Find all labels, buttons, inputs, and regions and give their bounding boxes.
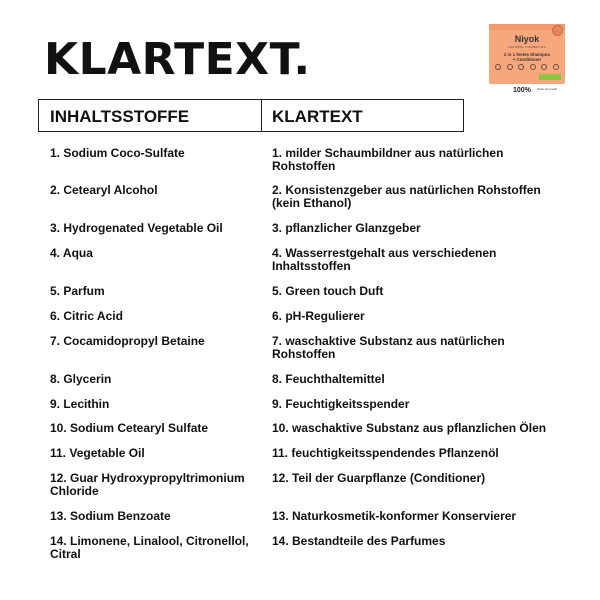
table-row [50,535,570,561]
table-header [38,99,464,132]
feature-icon [541,64,547,70]
product-feature-icons [495,64,559,72]
table-row [50,335,570,361]
explanation-cell: 10. waschaktive Substanz aus pflanzlichen Ölen [272,421,547,435]
explanation-cell: 7. waschaktive Substanz aus natürlichen Rohstoffen [272,334,505,361]
table-row [50,247,570,273]
explanation-cell: 5. Green touch Duft [272,284,384,298]
header-ingredients: INHALTSSTOFFE [39,100,262,131]
feature-icon [507,64,513,70]
explanation-cell: 2. Konsistenzgeber aus natürlichen Rohstoffen (kein Ethanol) [272,183,541,210]
natural-percent: 100% [513,87,531,94]
ingredient-cell: 14. Limonene, Linalool, Citronellol, Citral [50,534,249,561]
table-row [50,373,570,386]
page-title: KLARTEXT. [44,34,311,85]
ingredient-cell: 4. Aqua [50,246,93,260]
explanation-cell: 14. Bestandteile des Parfumes [272,534,446,548]
table-row [50,398,570,411]
product-image [487,24,567,98]
product-brand: Niyok [514,34,540,44]
explanation-cell: 9. Feuchtigkeitsspender [272,397,410,411]
table-row [50,310,570,323]
table-row [50,447,570,460]
ingredient-cell: 12. Guar Hydroxypropyltrimonium Chloride [50,471,245,498]
ingredient-cell: 1. Sodium Coco-Sulfate [50,146,185,160]
table-row [50,222,570,235]
feature-icon [495,64,501,70]
natural-percent-label: Natur kosmetik [537,87,558,91]
ingredient-cell: 8. Glycerin [50,372,112,386]
explanation-cell: 13. Naturkosmetik-konformer Konservierer [272,509,517,523]
explanation-cell: 8. Feuchthaltemittel [272,372,385,386]
table-row [50,147,570,173]
feature-icon [530,64,536,70]
ingredient-cell: 3. Hydrogenated Vegetable Oil [50,221,223,235]
feature-icon [553,64,559,70]
explanation-cell: 12. Teil der Guarpflanze (Conditioner) [272,471,486,485]
explanation-cell: 6. pH-Regulierer [272,309,365,323]
ingredient-cell: 13. Sodium Benzoate [50,509,171,523]
ingredient-cell: 11. Vegetable Oil [50,446,145,460]
explanation-cell: 1. milder Schaumbildner aus natürlichen Rohstoffen [272,146,504,173]
ingredient-cell: 5. Parfum [50,284,105,298]
explanation-cell: 11. feuchtigkeitsspendendes Pflanzenöl [272,446,499,460]
product-name-line2: + Conditioner [512,57,542,62]
table-row [50,285,570,298]
feature-icon [518,64,524,70]
explanation-cell: 3. pflanzlicher Glanzgeber [272,221,421,235]
ingredient-cell: 6. Citric Acid [50,309,123,323]
ingredient-cell: 2. Cetearyl Alcohol [50,183,158,197]
ingredient-cell: 9. Lecithin [50,397,110,411]
table-row [50,184,570,210]
product-box [489,24,565,84]
header-explanation: KLARTEXT [272,107,363,126]
table-row [50,472,570,498]
ingredient-cell: 7. Cocamidopropyl Betaine [50,334,205,348]
table-row [50,422,570,435]
product-name-line1: 2 in 1 festes Shampoo [503,52,551,57]
scent-badge [539,74,561,80]
table-row [50,510,570,523]
ingredient-cell: 10. Sodium Cetearyl Sulfate [50,421,209,435]
product-brand-subtitle: NATURAL COSMETICS [508,45,546,49]
explanation-cell: 4. Wasserrestgehalt aus verschiedenen Inhaltsstoffen [272,246,497,273]
